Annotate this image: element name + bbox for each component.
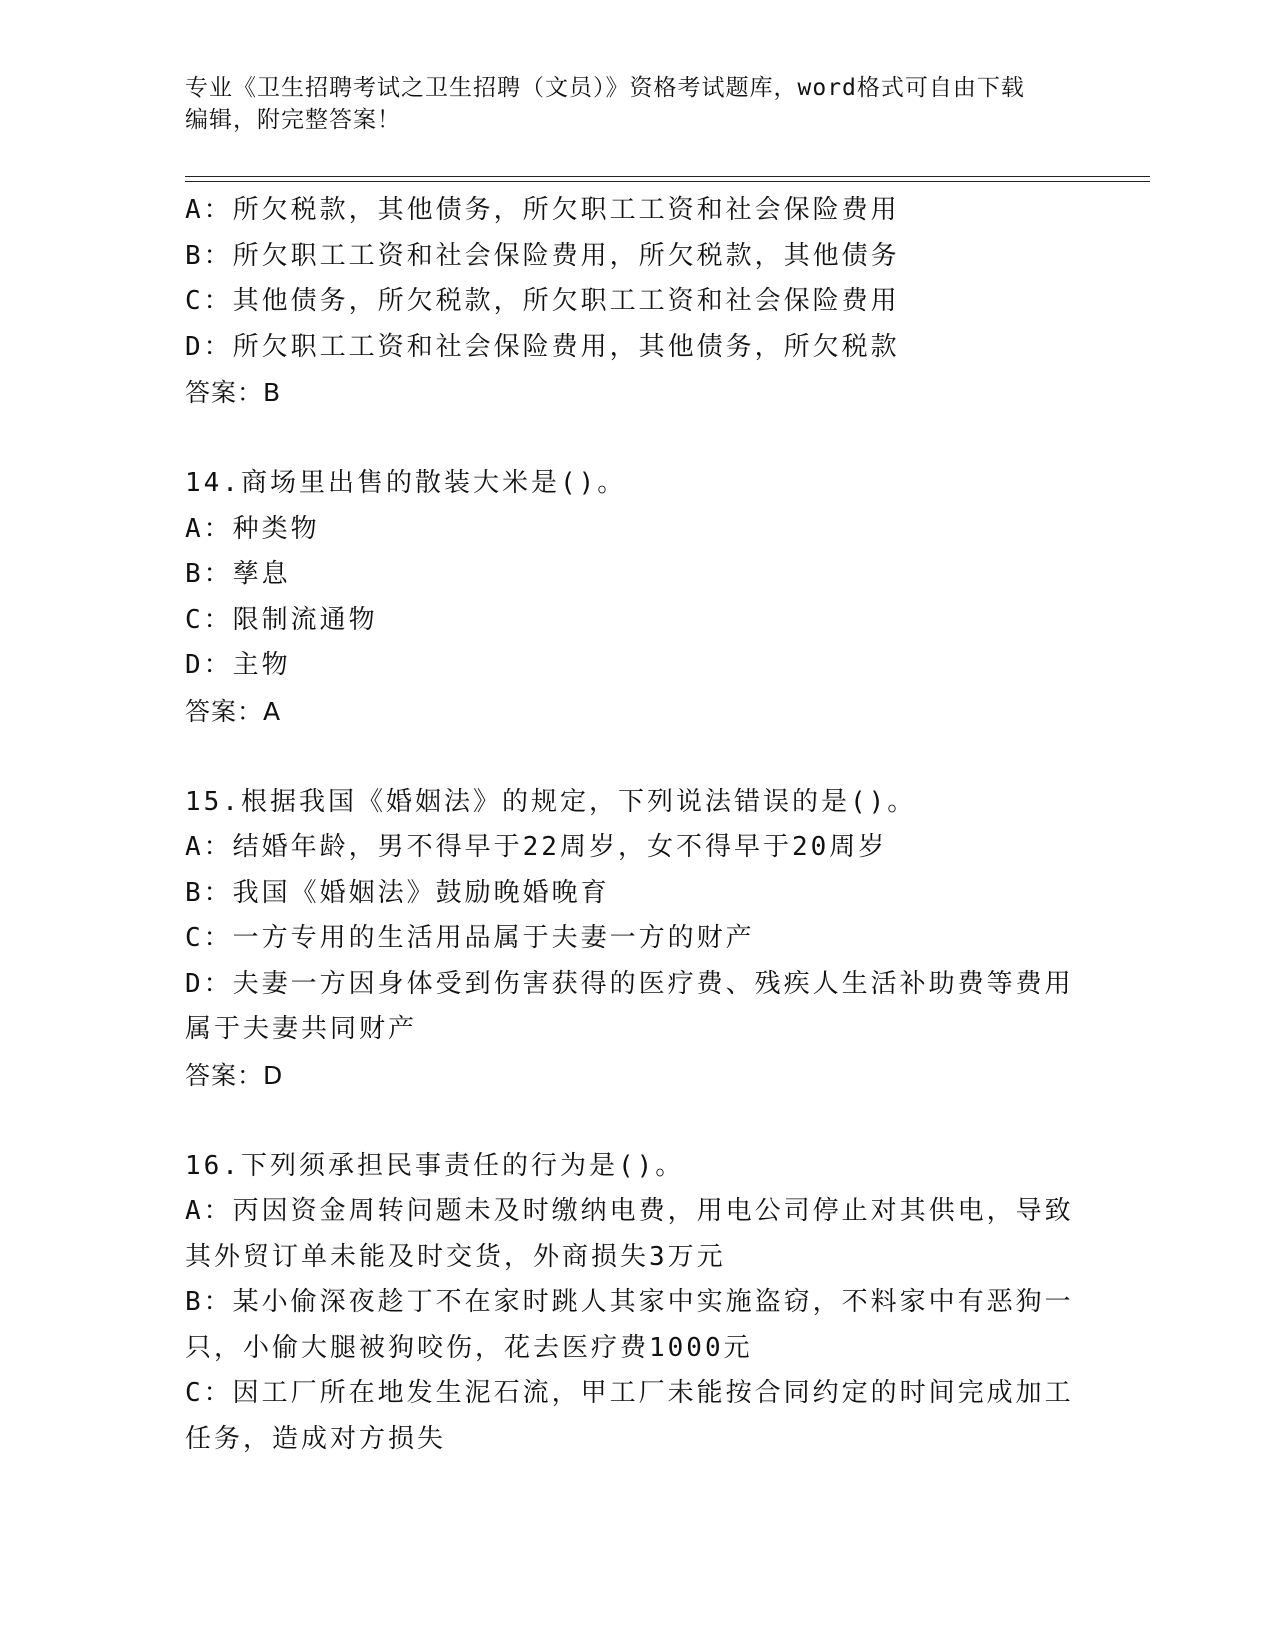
option-d: D：主物 (185, 650, 291, 680)
option-d: D：所欠职工工资和社会保险费用，其他债务，所欠税款 (185, 331, 900, 362)
option-b-line-1: B：某小偷深夜趁丁不在家时跳人其家中实施盗窃，不料家中有恶狗一 (185, 1287, 1074, 1317)
answer: 答案：B (185, 378, 282, 407)
option-a-line-1: A：丙因资金周转问题未及时缴纳电费，用电公司停止对其供电，导致 (185, 1196, 1074, 1226)
question-16-block (185, 1144, 1085, 1463)
option-c: C：其他债务，所欠税款，所欠职工工资和社会保险费用 (185, 286, 900, 316)
question-text: 16.下列须承担民事责任的行为是()。 (185, 1150, 685, 1181)
option-c: C：限制流通物 (185, 604, 378, 635)
header-line-2: 编辑，附完整答案！ (185, 107, 401, 133)
spacer (185, 416, 1085, 462)
option-b: B：孳息 (185, 559, 291, 589)
option-d-line-2: 属于夫妻共同财产 (185, 1014, 418, 1044)
option-c: C：一方专用的生活用品属于夫妻一方的财产 (185, 923, 755, 953)
question-content (185, 188, 1085, 1462)
option-d-line-1: D：夫妻一方因身体受到伤害获得的医疗费、残疾人生活补助费等费用 (185, 968, 1074, 999)
option-b: B：所欠职工工资和社会保险费用，所欠税款，其他债务 (185, 240, 900, 271)
answer: 答案：A (185, 696, 282, 726)
spacer (185, 734, 1085, 780)
option-a: A：结婚年龄，男不得早于22周岁，女不得早于20周岁 (185, 832, 888, 862)
question-text: 14.商场里出售的散装大米是()。 (185, 468, 627, 498)
header-rule-top (185, 176, 1150, 177)
option-b: B：我国《婚姻法》鼓励晚婚晚育 (185, 877, 610, 908)
option-b-line-2: 只，小偷大腿被狗咬伤，花去医疗费1000元 (185, 1332, 753, 1363)
option-c-line-2: 任务，造成对方损失 (185, 1423, 447, 1454)
spacer (185, 1098, 1085, 1144)
option-a: A：种类物 (185, 513, 320, 544)
option-a: A：所欠税款，其他债务，所欠职工工资和社会保险费用 (185, 195, 900, 225)
question-text: 15.根据我国《婚姻法》的规定，下列说法错误的是()。 (185, 786, 917, 817)
option-a-line-2: 其外贸订单未能及时交货，外商损失3万元 (185, 1241, 726, 1272)
option-c-line-1: C：因工厂所在地发生泥石流，甲工厂未能按合同约定的时间完成加工 (185, 1378, 1074, 1408)
question-15-block (185, 780, 1085, 1099)
question-13-block (185, 188, 1085, 416)
question-14-block (185, 461, 1085, 734)
answer: 答案：D (185, 1060, 284, 1090)
document-header (185, 72, 1085, 136)
header-line-1: 专业《卫生招聘考试之卫生招聘（文员）》资格考试题库，word格式可自由下载 (185, 75, 1025, 101)
header-rule-bottom (185, 181, 1150, 182)
